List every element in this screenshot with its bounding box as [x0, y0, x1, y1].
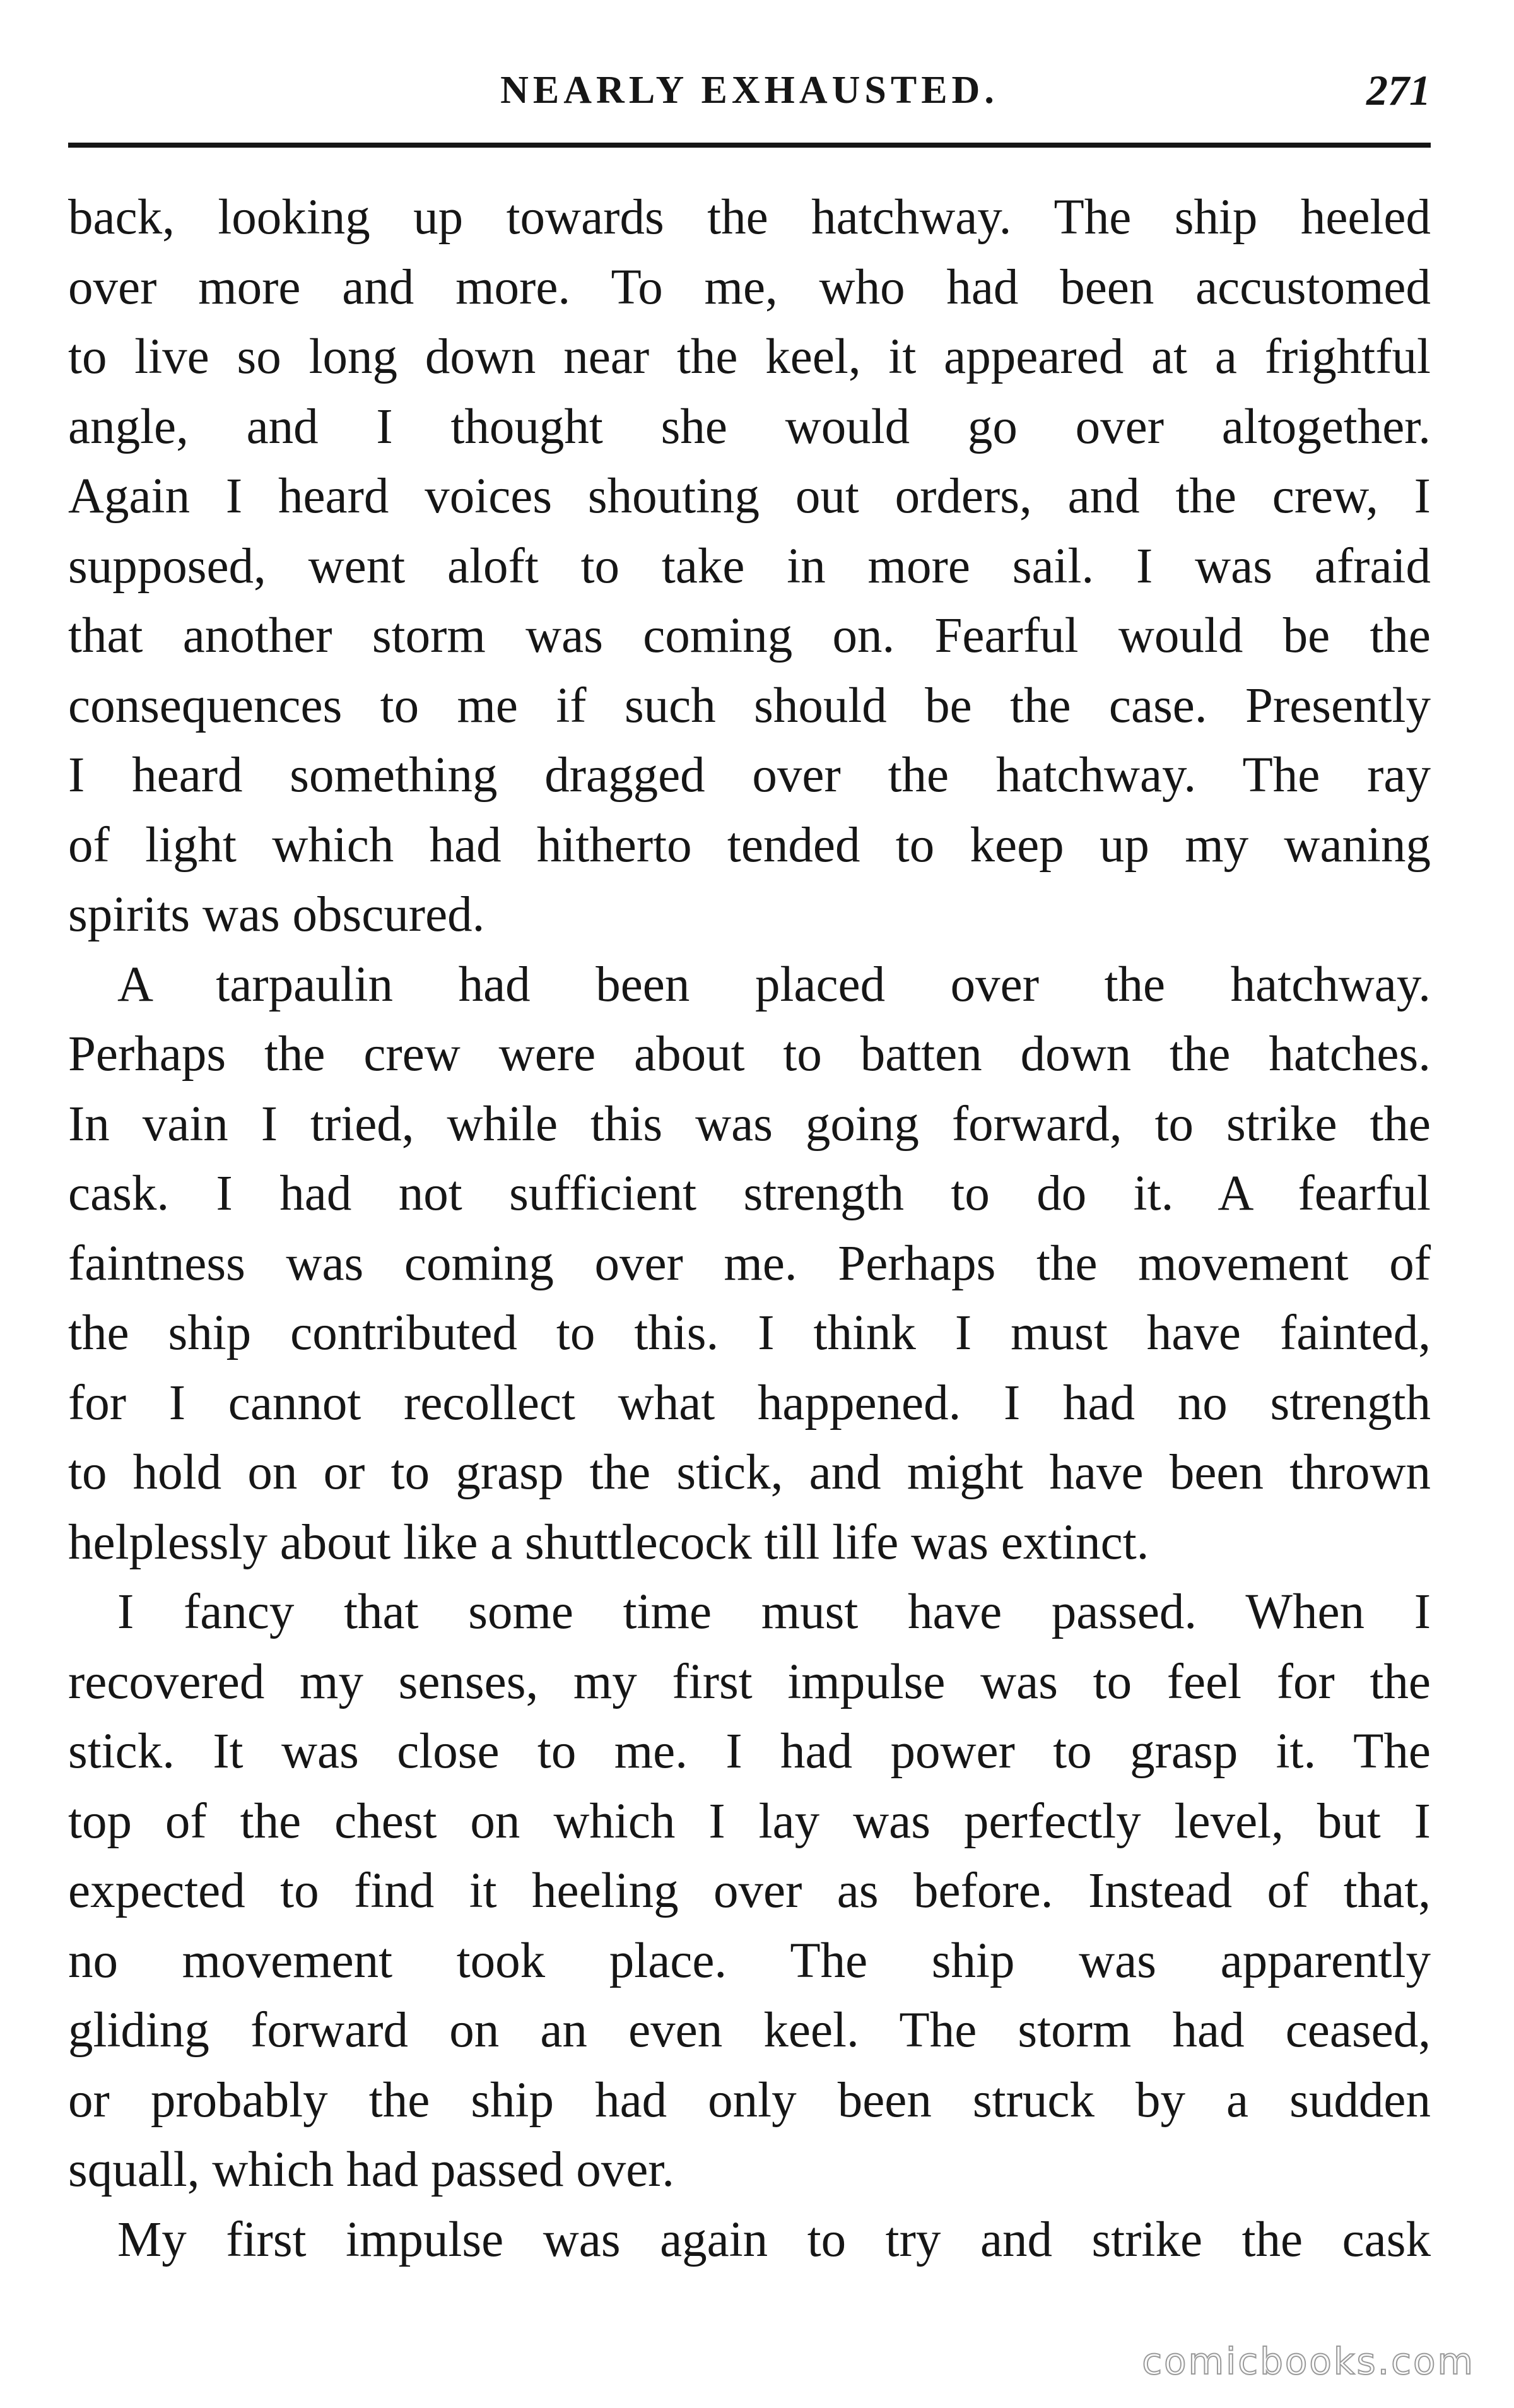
text-line: Perhaps the crew were about to batten down the hatches.	[68, 1027, 1431, 1082]
body-text	[68, 183, 1431, 2275]
text-line: stick. It was close to me. I had power to grasp it. The	[68, 1724, 1431, 1779]
text-line: My first impulse was again to try and strike the cask	[117, 2212, 1431, 2267]
text-line: top of the chest on which I lay was perfectly level, but I	[68, 1793, 1431, 1849]
text-line: faintness was coming over me. Perhaps the movement of	[68, 1236, 1431, 1291]
text-line: supposed, went aloft to take in more sail. I was afraid	[68, 538, 1431, 594]
text-line: the ship contributed to this. I think I must have fainted,	[68, 1306, 1431, 1360]
text-line: recovered my senses, my first impulse was to feel for the	[68, 1654, 1431, 1709]
running-head	[68, 56, 1431, 131]
text-line: for I cannot recollect what happened. I had no strength	[68, 1375, 1431, 1431]
text-line: I heard something dragged over the hatchway. The ray	[68, 748, 1431, 803]
text-line: helplessly about like a shuttlecock till life was extinct.	[68, 1514, 1149, 1570]
text-line: cask. I had not sufficient strength to do it. A fearful	[68, 1166, 1431, 1221]
text-line: I fancy that some time must have passed. When I	[117, 1585, 1431, 1639]
text-line: gliding forward on an even keel. The storm had ceased,	[68, 2003, 1431, 2058]
text-line: In vain I tried, while this was going forward, to strike the	[68, 1096, 1431, 1152]
text-line: over more and more. To me, who had been accustomed	[68, 259, 1431, 315]
text-line: no movement took place. The ship was apparently	[68, 1933, 1431, 1988]
text-line: consequences to me if such should be the case. Presently	[68, 678, 1431, 733]
header-rule	[68, 143, 1431, 148]
text-line: that another storm was coming on. Fearful would be the	[68, 608, 1431, 663]
watermark: comicbooks.com	[1142, 2340, 1475, 2383]
chapter-title: NEARLY EXHAUSTED.	[500, 69, 999, 112]
text-line: back, looking up towards the hatchway. The ship heeled	[68, 190, 1431, 245]
text-line: squall, which had passed over.	[68, 2142, 674, 2197]
text-line: Again I heard voices shouting out orders, and the crew, I	[68, 469, 1431, 524]
text-line: spirits was obscured.	[68, 887, 485, 942]
text-line: expected to find it heeling over as before. Instead of that,	[68, 1863, 1431, 1918]
text-line: A tarpaulin had been placed over the hatchway.	[117, 957, 1431, 1012]
page-number: 271	[1366, 66, 1431, 114]
text-line: of light which had hitherto tended to keep up my waning	[68, 817, 1431, 873]
text-line: or probably the ship had only been struck by a sudden	[68, 2072, 1431, 2128]
text-line: to hold on or to grasp the stick, and might have been thrown	[68, 1445, 1431, 1500]
text-line: to live so long down near the keel, it appeared at a frightful	[68, 329, 1431, 384]
text-line: angle, and I thought she would go over altogether.	[68, 399, 1431, 454]
